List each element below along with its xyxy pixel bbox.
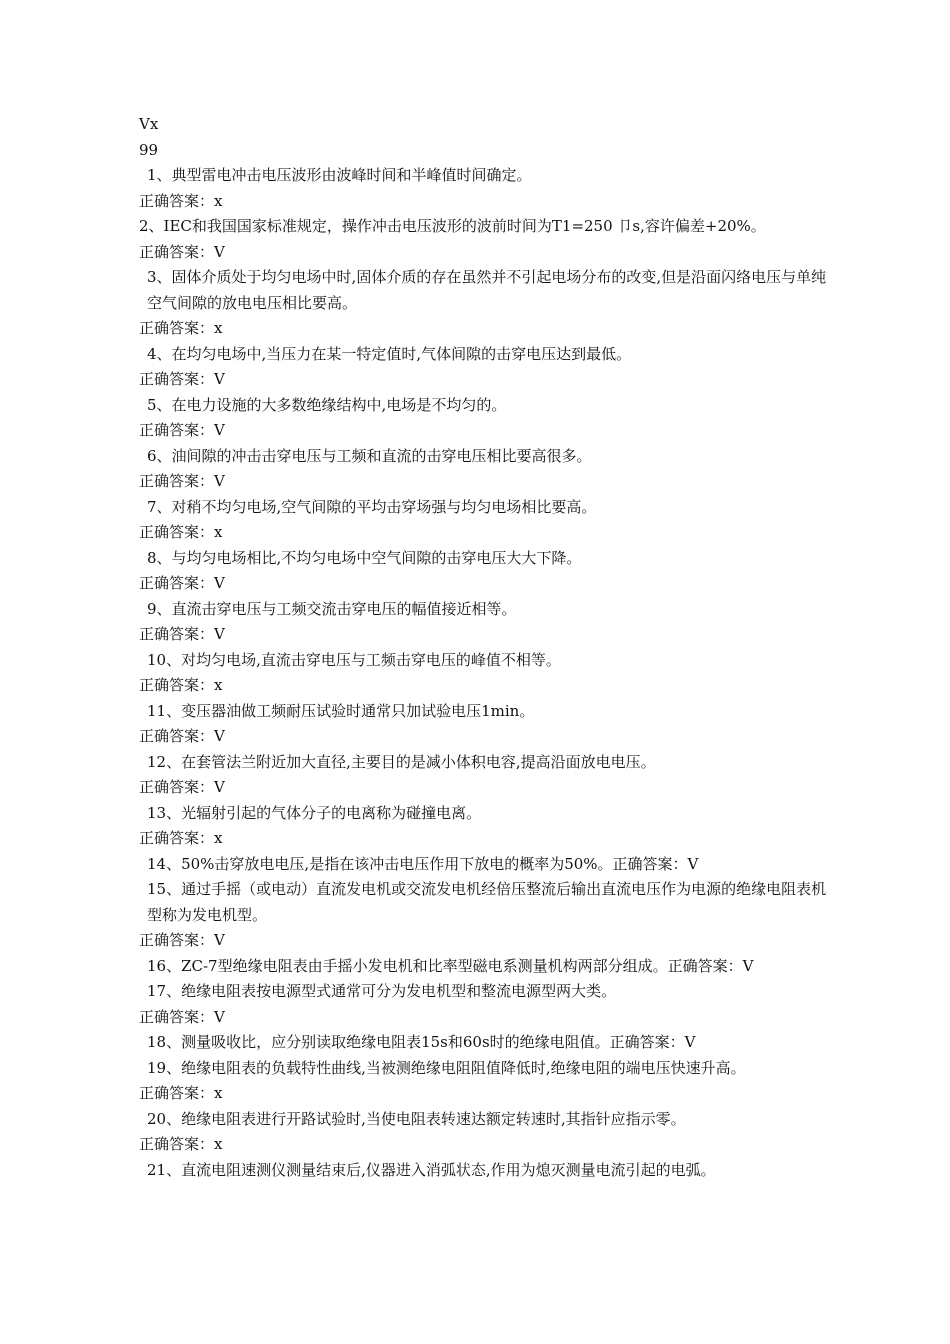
question-10: 10、对均匀电场,直流击穿电压与工频击穿电压的峰值不相等。: [147, 650, 561, 669]
question-17: 17、绝缘电阻表按电源型式通常可分为发电机型和整流电源型两大类。: [147, 982, 617, 1000]
question-9: 9、直流击穿电压与工频交流击穿电压的幅值接近相等。: [147, 599, 517, 618]
question-1: 1、典型雷电冲击电压波形由波峰时间和半峰值时间确定。: [147, 166, 532, 184]
answer-17: 正确答案：V: [139, 1007, 225, 1026]
answer-12: 正确答案：V: [139, 778, 225, 796]
question-7: 7、对稍不均匀电场,空气间隙的平均击穿场强与均匀电场相比要高。: [147, 497, 597, 516]
document-page: [139, 112, 829, 1183]
answer-19: 正确答案：x: [139, 1084, 223, 1102]
question-15: 15、通过手摇（或电动）直流发电机或交流发电机经倍压整流后输出直流电压作为电源的绝缘电阻表机型称为发电机型。: [147, 880, 827, 924]
answer-7: 正确答案：x: [139, 523, 223, 541]
answer-4: 正确答案：V: [139, 370, 225, 388]
header-line-2: 99: [139, 140, 159, 159]
answer-20: 正确答案：x: [139, 1135, 223, 1153]
answer-13: 正确答案：x: [139, 829, 223, 847]
question-14: 14、50%击穿放电电压,是指在该冲击电压作用下放电的概率为50%。正确答案：V: [147, 854, 699, 873]
question-18: 18、测量吸收比，应分别读取绝缘电阻表15s和60s时的绝缘电阻值。正确答案：V: [147, 1033, 696, 1051]
question-19: 19、绝缘电阻表的负载特性曲线,当被测绝缘电阻阻值降低时,绝缘电阻的端电压快速升高。: [147, 1058, 746, 1077]
header-line-1: Vx: [139, 115, 159, 133]
question-16: 16、ZC-7型绝缘电阻表由手摇小发电机和比率型磁电系测量机构两部分组成。正确答案：V: [147, 956, 754, 975]
answer-8: 正确答案：V: [139, 574, 225, 592]
answer-3: 正确答案：x: [139, 319, 223, 337]
question-6: 6、油间隙的冲击击穿电压与工频和直流的击穿电压相比要高很多。: [147, 446, 592, 465]
answer-2: 正确答案：V: [139, 242, 225, 261]
question-2: 2、IEC和我国国家标准规定，操作冲击电压波形的波前时间为T1=250 卩s,容许偏差+20%。: [139, 217, 766, 235]
question-11: 11、变压器油做工频耐压试验时通常只加试验电压1min。: [147, 701, 535, 720]
question-5: 5、在电力设施的大多数绝缘结构中,电场是不均匀的。: [147, 395, 507, 414]
question-4: 4、在均匀电场中,当压力在某一特定值时,气体间隙的击穿电压达到最低。: [147, 344, 632, 363]
question-20: 20、绝缘电阻表进行开路试验时,当使电阻表转速达额定转速时,其指针应指示零。: [147, 1109, 686, 1128]
answer-11: 正确答案：V: [139, 727, 225, 745]
question-8: 8、与均匀电场相比,不均匀电场中空气间隙的击穿电压大大下降。: [147, 548, 582, 567]
question-12: 12、在套管法兰附近加大直径,主要目的是减小体积电容,提高沿面放电电压。: [147, 752, 656, 771]
answer-1: 正确答案：x: [139, 191, 223, 210]
answer-6: 正确答案：V: [139, 472, 225, 490]
answer-9: 正确答案：V: [139, 625, 225, 643]
question-3: 3、固体介质处于均匀电场中时,固体介质的存在虽然并不引起电场分布的改变,但是沿面闪络电压与单纯空气间隙的放电电压相比要高。: [147, 268, 827, 312]
answer-10: 正确答案：x: [139, 676, 223, 694]
question-21: 21、直流电阻速测仪测量结束后,仪器进入消弧状态,作用为熄灭测量电流引起的电弧。: [147, 1160, 716, 1179]
answer-5: 正确答案：V: [139, 421, 225, 439]
answer-15: 正确答案：V: [139, 931, 225, 949]
question-13: 13、光辐射引起的气体分子的电离称为碰撞电离。: [147, 803, 482, 822]
